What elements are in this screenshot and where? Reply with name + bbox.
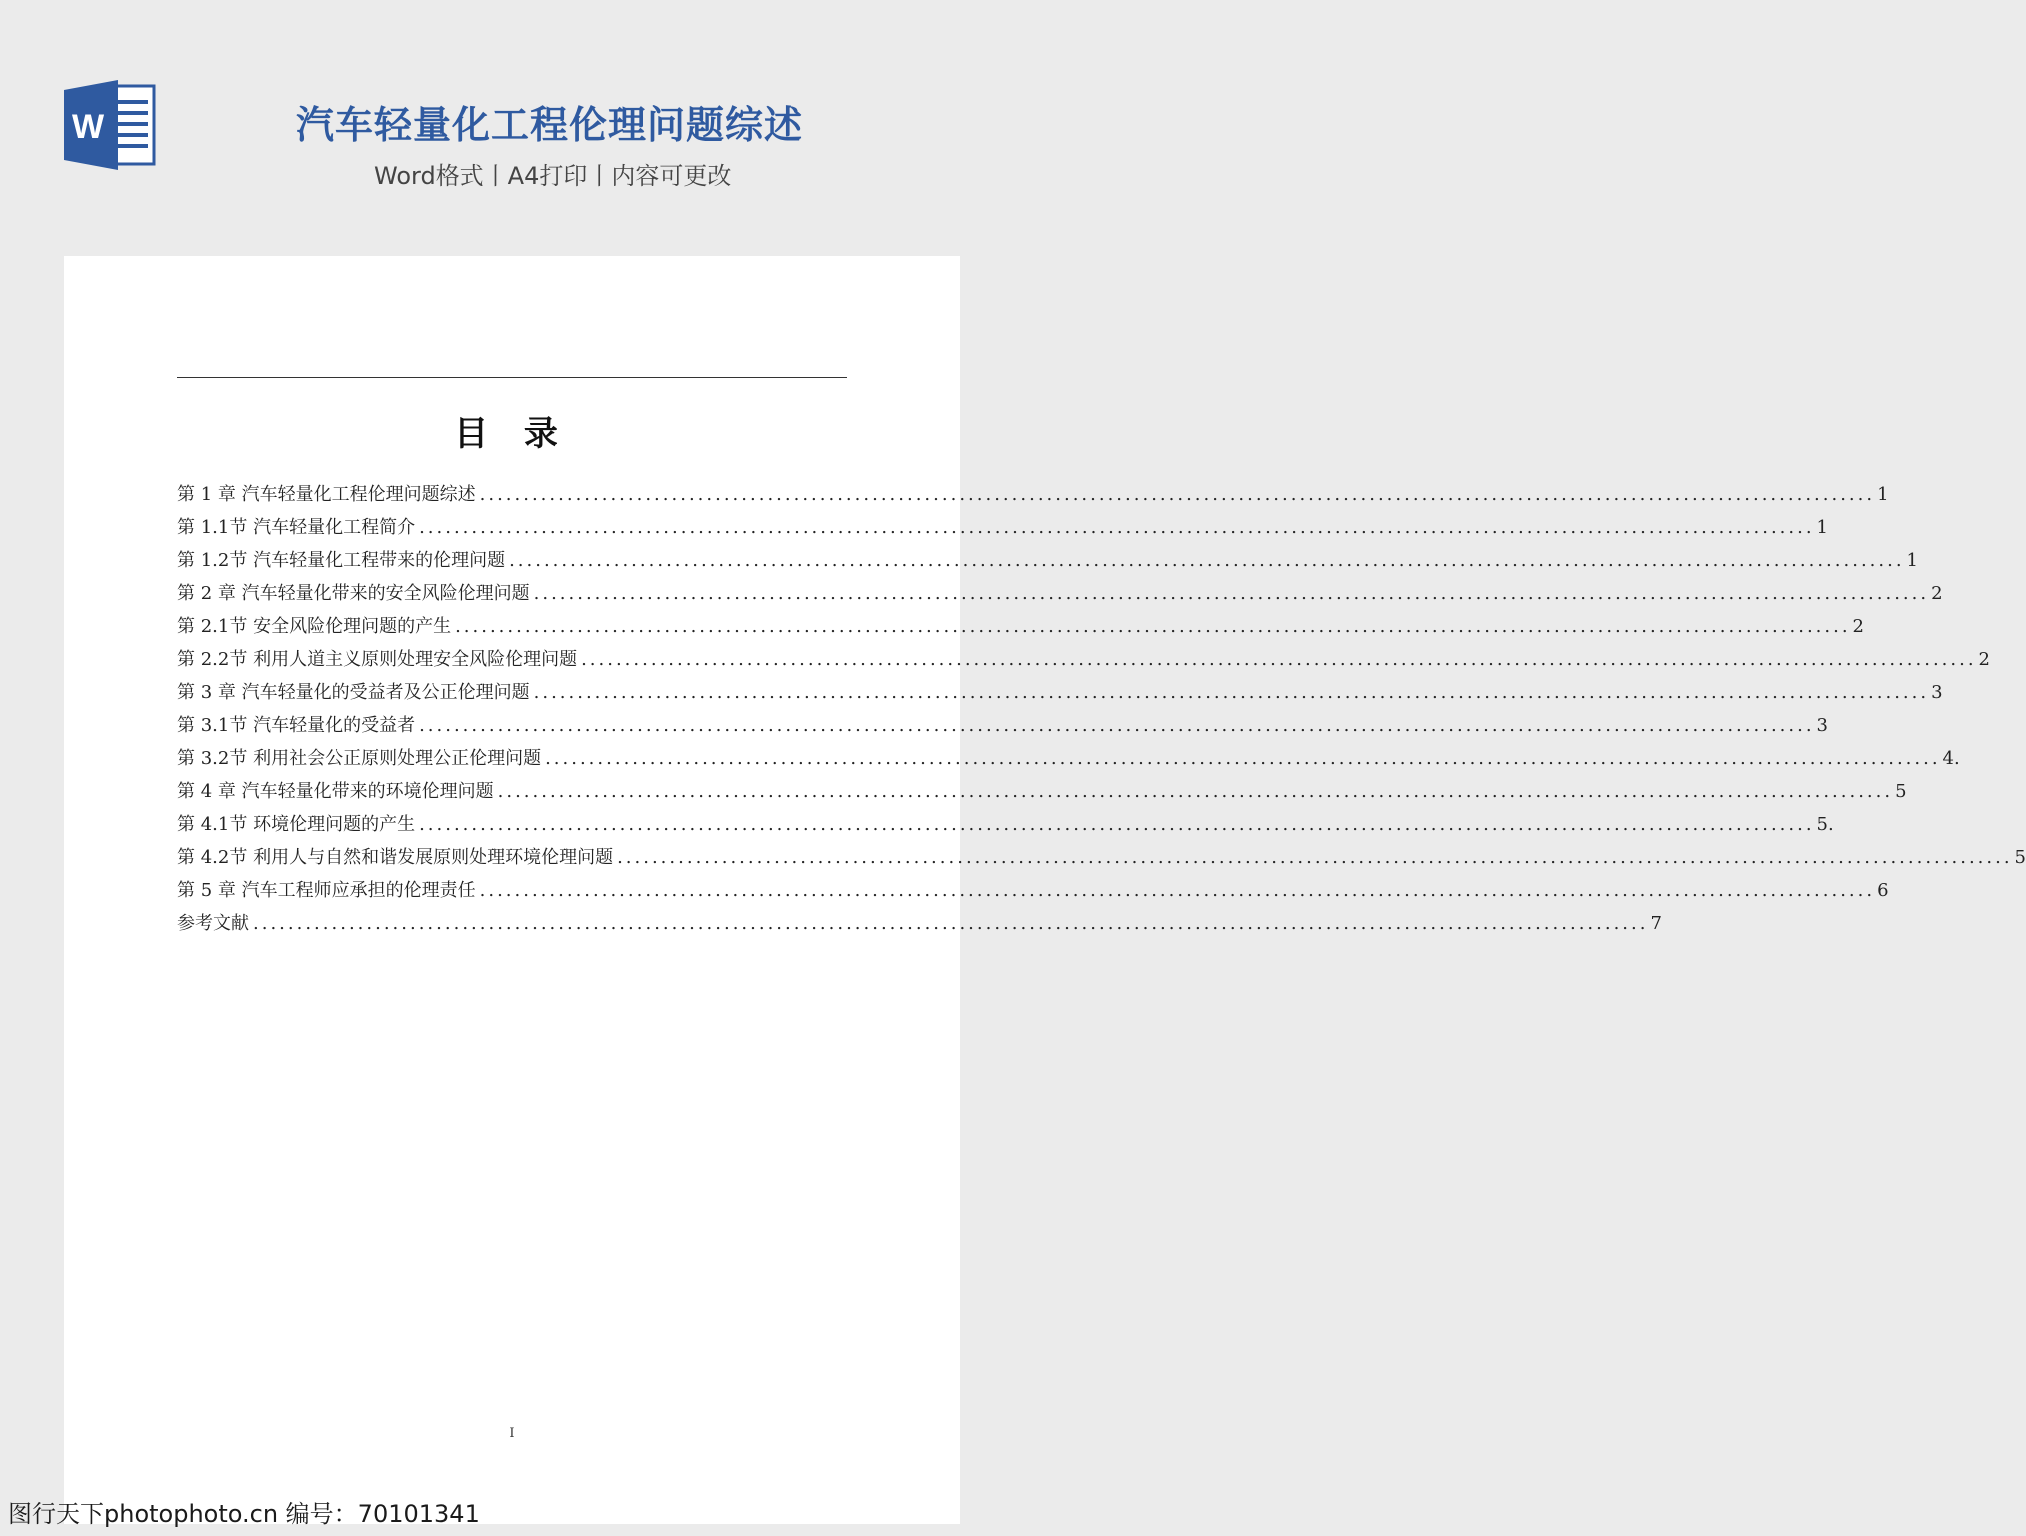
watermark: 图行天下photophoto.cn 编号：70101341 bbox=[8, 1500, 480, 1528]
toc-entry-page: 2 bbox=[1978, 649, 1990, 670]
toc-entry[interactable] bbox=[177, 480, 1889, 513]
header-rule bbox=[177, 377, 847, 378]
toc-dot-leader: ................................................................................................................................................................ bbox=[545, 748, 1941, 769]
toc-entry-page: 7 bbox=[1650, 913, 1662, 934]
toc-entry[interactable] bbox=[177, 513, 1828, 546]
toc-entry-label: 第 3 章 汽车轻量化的受益者及公正伦理问题 bbox=[177, 678, 534, 704]
toc-entry[interactable] bbox=[177, 711, 1828, 744]
toc-entry-page: 6 bbox=[1877, 880, 1889, 901]
toc-entry-page: 3 bbox=[1816, 715, 1828, 736]
toc-entry[interactable] bbox=[177, 777, 1907, 810]
toc-dot-leader: ................................................................................................................................................................ bbox=[419, 814, 1815, 835]
toc-dot-leader: ................................................................................................................................................................ bbox=[509, 550, 1905, 571]
toc-entry-page: 2 bbox=[1852, 616, 1864, 637]
toc-dot-leader: ................................................................................................................................................................ bbox=[253, 913, 1649, 934]
toc-entry-page: 1 bbox=[1906, 550, 1918, 571]
toc-entry-label: 第 4.2节 利用人与自然和谐发展原则处理环境伦理问题 bbox=[177, 843, 617, 869]
toc-entry[interactable] bbox=[177, 744, 1960, 777]
toc-entry-label: 第 1 章 汽车轻量化工程伦理问题综述 bbox=[177, 480, 480, 506]
word-document-icon bbox=[64, 80, 156, 170]
toc-entry-label: 第 2.2节 利用人道主义原则处理安全风险伦理问题 bbox=[177, 645, 581, 671]
toc-entry[interactable] bbox=[177, 579, 1943, 612]
toc-entry-page: 2 bbox=[1931, 583, 1943, 604]
toc-entry-page: 5. bbox=[1816, 814, 1834, 835]
toc-dot-leader: ................................................................................................................................................................ bbox=[497, 781, 1894, 802]
toc-entry-label: 第 4 章 汽车轻量化带来的环境伦理问题 bbox=[177, 777, 498, 803]
toc-entry-label: 第 4.1节 环境伦理问题的产生 bbox=[177, 810, 419, 836]
toc-entry-label: 参考文献 bbox=[177, 909, 253, 935]
toc-entry-label: 第 2.1节 安全风险伦理问题的产生 bbox=[177, 612, 455, 638]
toc-entry-page: 4. bbox=[1942, 748, 1960, 769]
toc-dot-leader: ................................................................................................................................................................ bbox=[617, 847, 2013, 868]
toc-entry-label: 第 3.2节 利用社会公正原则处理公正伦理问题 bbox=[177, 744, 545, 770]
toc-entry[interactable] bbox=[177, 909, 1662, 942]
page-number: I bbox=[509, 1426, 515, 1441]
toc-dot-leader: ................................................................................................................................................................ bbox=[479, 484, 1876, 505]
toc-dot-leader: ................................................................................................................................................................ bbox=[479, 880, 1876, 901]
toc-dot-leader: ................................................................................................................................................................ bbox=[419, 715, 1815, 736]
table-of-contents bbox=[177, 480, 2026, 942]
toc-dot-leader: ................................................................................................................................................................ bbox=[533, 682, 1930, 703]
toc-entry-label: 第 1.1节 汽车轻量化工程简介 bbox=[177, 513, 419, 539]
toc-dot-leader: ................................................................................................................................................................ bbox=[455, 616, 1851, 637]
toc-dot-leader: ................................................................................................................................................................ bbox=[533, 583, 1930, 604]
toc-entry-label: 第 1.2节 汽车轻量化工程带来的伦理问题 bbox=[177, 546, 509, 572]
toc-entry[interactable] bbox=[177, 612, 1864, 645]
toc-entry[interactable] bbox=[177, 546, 1918, 579]
toc-entry-page: 5 bbox=[2014, 847, 2026, 868]
toc-entry-page: 5 bbox=[1895, 781, 1907, 802]
page-subtitle: Word格式丨A4打印丨内容可更改 bbox=[374, 162, 732, 190]
toc-entry[interactable] bbox=[177, 810, 1834, 843]
logo-letter: W bbox=[71, 108, 105, 146]
toc-title: 目 录 bbox=[454, 414, 570, 454]
toc-entry-page: 1 bbox=[1816, 517, 1828, 538]
toc-entry[interactable] bbox=[177, 645, 1990, 678]
toc-entry-page: 1 bbox=[1877, 484, 1889, 505]
toc-entry-label: 第 2 章 汽车轻量化带来的安全风险伦理问题 bbox=[177, 579, 534, 605]
toc-entry[interactable] bbox=[177, 843, 2026, 876]
header bbox=[0, 0, 1024, 256]
toc-entry[interactable] bbox=[177, 678, 1943, 711]
toc-entry[interactable] bbox=[177, 876, 1889, 909]
page-title: 汽车轻量化工程伦理问题综述 bbox=[296, 103, 804, 147]
toc-entry-label: 第 5 章 汽车工程师应承担的伦理责任 bbox=[177, 876, 480, 902]
toc-dot-leader: ................................................................................................................................................................ bbox=[419, 517, 1815, 538]
toc-dot-leader: ................................................................................................................................................................ bbox=[581, 649, 1977, 670]
toc-entry-label: 第 3.1节 汽车轻量化的受益者 bbox=[177, 711, 419, 737]
toc-entry-page: 3 bbox=[1931, 682, 1943, 703]
document-page bbox=[64, 256, 2026, 1524]
